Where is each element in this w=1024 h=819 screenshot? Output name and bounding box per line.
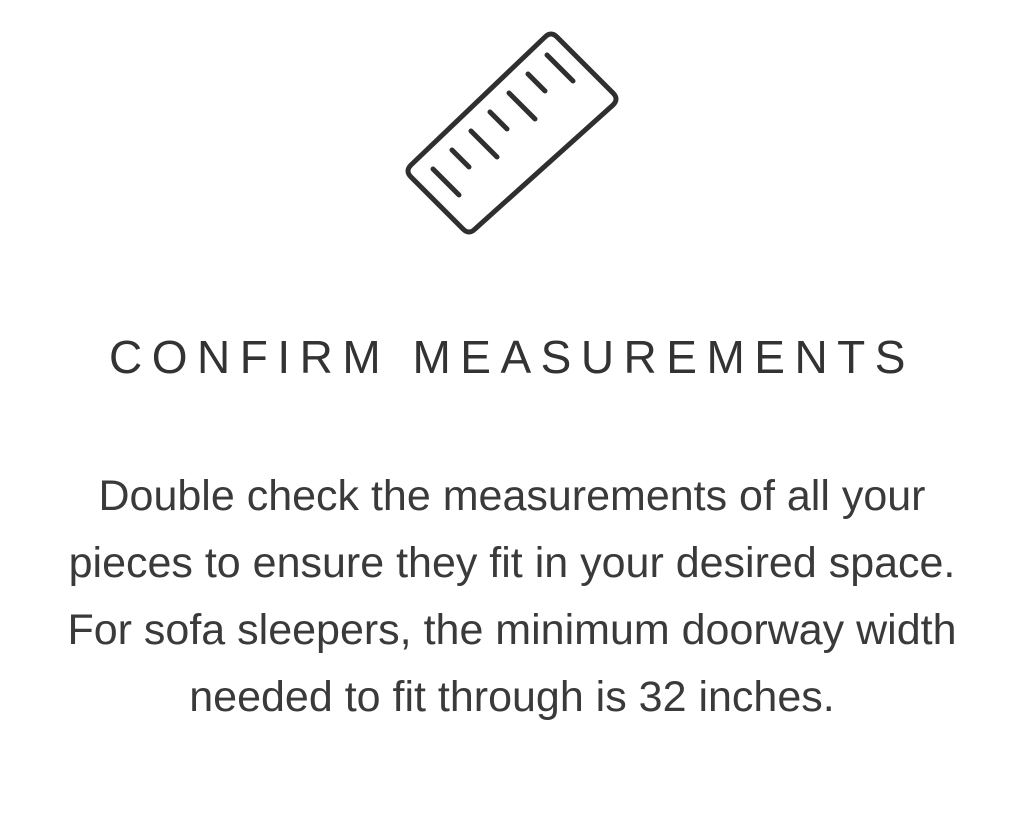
body-text: Double check the measurements of all your pieces to ensure they fit in your desired space. For sofa sleepers, the minimum doorway width needed to fit through is 32 inches. — [67, 471, 957, 722]
page-title: CONFIRM MEASUREMENTS — [109, 331, 915, 383]
ruler-icon — [397, 23, 627, 243]
icon-container — [0, 18, 1024, 248]
